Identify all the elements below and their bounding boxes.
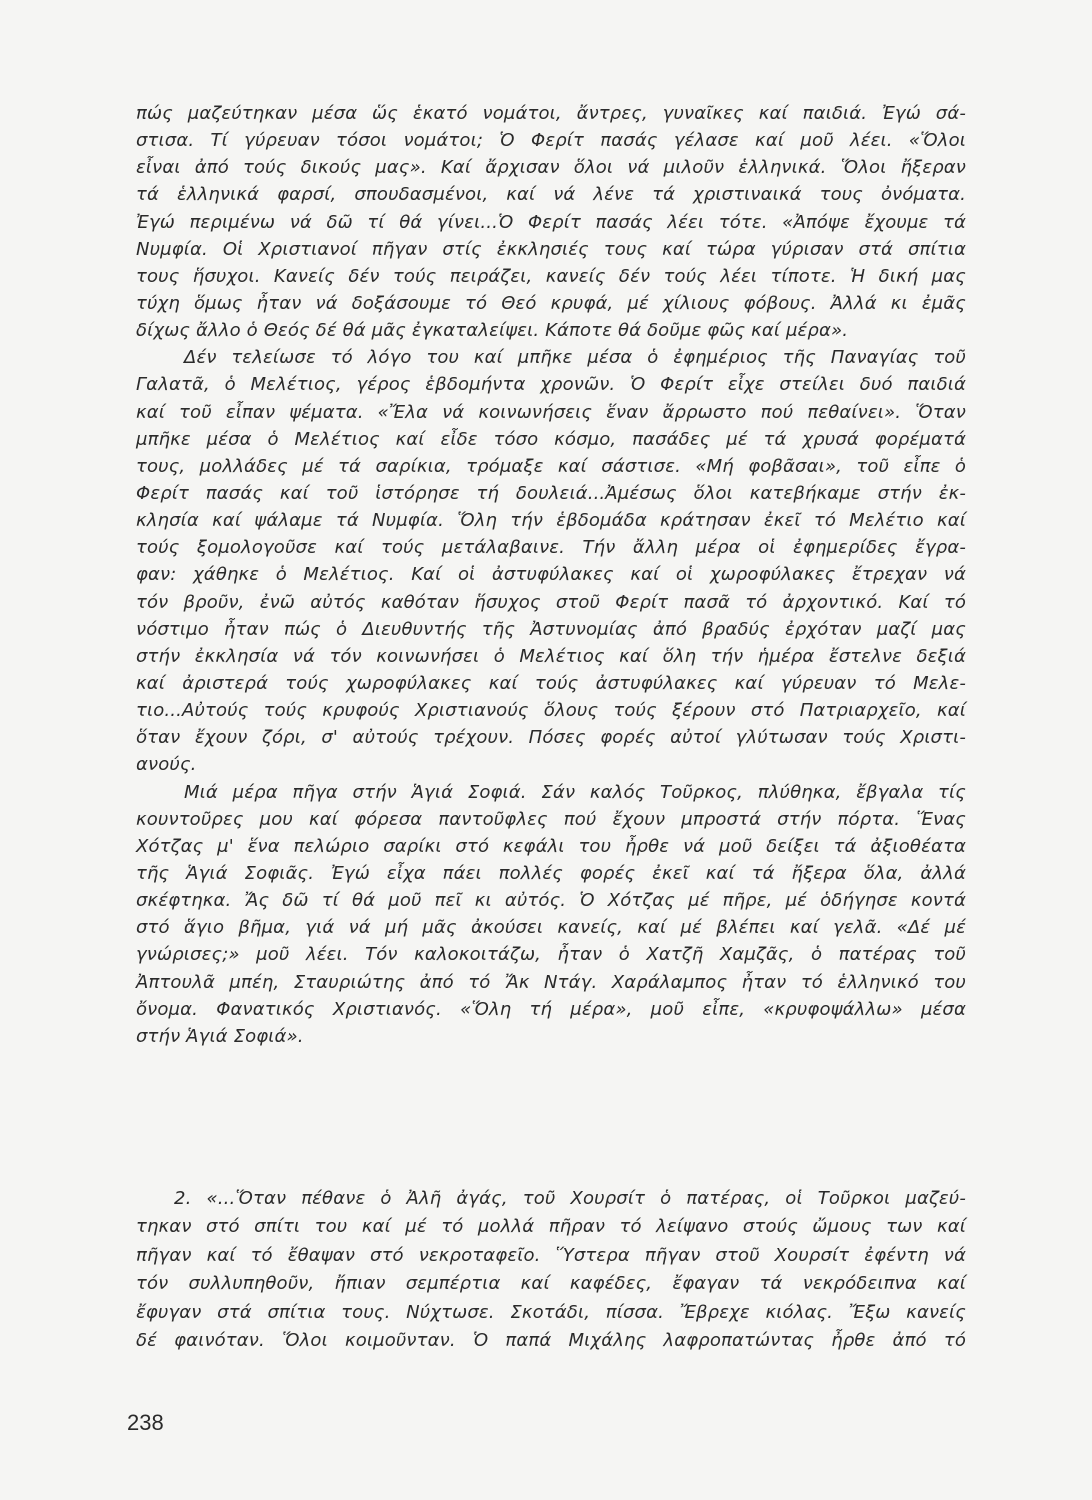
text-line: τηκαν στό σπίτι του καί μέ τό μολλά πῆραν τό λείψανο στούς ὤμους των καί (136, 1216, 966, 1238)
text-line: Νυμφία. Οἱ Χριστιανοί πῆγαν στίς ἐκκλησιές τους καί τώρα γύρισαν στά σπίτια (136, 238, 966, 260)
text-line: Ἐγώ περιμένω νά δῶ τί θά γίνει...Ὁ Φερίτ πασάς λέει τότε. «Ἀπόψε ἔχουμε τά (136, 211, 966, 233)
text-line: πῆγαν καί τό ἔθαψαν στό νεκροταφεῖο. Ὕστερα πῆγαν στοῦ Χουρσίτ ἐφέντη νά (136, 1244, 966, 1266)
text-line: καί ἀριστερά τούς χωροφύλακες καί τούς ἀστυφύλακες καί γύρευαν τό Μελε- (136, 672, 966, 694)
text-line: μπῆκε μέσα ὁ Μελέτιος καί εἶδε τόσο κόσμο, πασάδες μέ τά χρυσά φορέματά (136, 428, 966, 450)
text-line: Χότζας μ' ἕνα πελώριο σαρίκι στό κεφάλι του ἦρθε νά μοῦ δείξει τά ἀξιοθέατα (136, 835, 966, 857)
text-line: τους ἥσυχοι. Κανείς δέν τούς πειράζει, κανείς δέν τούς λέει τίποτε. Ἡ δική μας (136, 265, 966, 287)
page-number: 238 (127, 1410, 164, 1435)
text-line: ἔφυγαν στά σπίτια τους. Νύχτωσε. Σκοτάδι, πίσσα. Ἔβρεχε κιόλας. Ἔξω κανείς (136, 1301, 966, 1323)
text-line: καί τοῦ εἶπαν ψέματα. «Ἔλα νά κοινωνήσεις ἕναν ἄρρωστο πού πεθαίνει». Ὅταν (136, 401, 966, 423)
text-line: ὄνομα. Φανατικός Χριστιανός. «Ὅλη τή μέρα», μοῦ εἶπε, «κρυφοψάλλω» μέσα (136, 998, 966, 1020)
text-line: ὅταν ἔχουν ζόρι, σ' αὐτούς τρέχουν. Πόσες φορές αὐτοί γλύτωσαν τούς Χριστι- (136, 727, 966, 749)
text-line: Γαλατᾶ, ὁ Μελέτιος, γέρος ἑβδομήντα χρονῶν. Ὁ Φερίτ εἶχε στείλει δυό παιδιά (136, 374, 966, 396)
text-line: 2. «...Ὅταν πέθανε ὁ Ἀλῆ ἀγάς, τοῦ Χουρσίτ ὁ πατέρας, οἱ Τοῦρκοι μαζεύ- (174, 1188, 966, 1209)
text-line: νόστιμο ἦταν πώς ὁ Διευθυντής τῆς Ἀστυνομίας ἀπό βραδύς ἐρχόταν μαζί μας (136, 618, 966, 640)
text-line: δίχως ἄλλο ὁ Θεός δέ θά μᾶς ἐγκαταλείψει. Κάποτε θά δοῦμε φῶς καί μέρα». (136, 320, 849, 342)
text-line: στήν Ἁγιά Σοφιά». (136, 1025, 304, 1047)
text-line: στήν ἐκκλησία νά τόν κοινωνήσει ὁ Μελέτιος καί ὅλη τήν ἡμέρα ἔστελνε δεξιά (136, 645, 966, 667)
main-text-section (136, 100, 966, 1050)
text-line: κλησία καί ψάλαμε τά Νυμφία. Ὅλη τήν ἑβδομάδα κράτησαν ἐκεῖ τό Μελέτιο καί (136, 510, 966, 532)
text-line: πώς μαζεύτηκαν μέσα ὥς ἑκατό νομάτοι, ἄντρες, γυναῖκες καί παιδιά. Ἐγώ σά- (136, 103, 966, 124)
text-line: τους, μολλάδες μέ τά σαρίκια, τρόμαξε καί σάστισε. «Μή φοβᾶσαι», τοῦ εἶπε ὁ (136, 455, 966, 477)
text-line: στισα. Τί γύρευαν τόσοι νομάτοι; Ὁ Φερίτ πασάς γέλασε καί μοῦ λέει. «Ὅλοι (136, 130, 966, 152)
text-line: τῆς Ἁγιά Σοφιᾶς. Ἐγώ εἶχα πάει πολλές φορές ἐκεῖ καί τά ἤξερα ὅλα, ἀλλά (136, 862, 966, 884)
text-line: στό ἅγιο βῆμα, γιά νά μή μᾶς ἀκούσει κανείς, καί μέ βλέπει καί γελᾶ. «Δέ μέ (136, 917, 966, 939)
text-line: κουντοῦρες μου καί φόρεσα παντοῦφλες πού ἔχουν μπροστά στήν πόρτα. Ἕνας (136, 808, 966, 830)
text-line: Δέν τελείωσε τό λόγο του καί μπῆκε μέσα ὁ ἐφημέριος τῆς Παναγίας τοῦ (184, 347, 966, 369)
text-line: τόν συλλυπηθοῦν, ἤπιαν σεμπέρτια καί καφέδες, ἔφαγαν τά νεκρόδειπνα καί (136, 1273, 966, 1295)
text-line: τόν βροῦν, ἐνῶ αὐτός καθόταν ἥσυχος στοῦ Φερίτ πασᾶ τό ἀρχοντικό. Καί τό (136, 591, 966, 613)
text-line: ανούς. (136, 754, 197, 776)
text-line: Μιά μέρα πῆγα στήν Ἁγιά Σοφιά. Σάν καλός Τοῦρκος, πλύθηκα, ἔβγαλα τίς (184, 781, 966, 803)
text-line: τούς ξομολογοῦσε καί τούς μετάλαβαινε. Τήν ἄλλη μέρα οἱ ἐφημερίδες ἔγρα- (136, 537, 966, 559)
text-line: τιο...Αὐτούς τούς κρυφούς Χριστιανούς ὅλους τούς ξέρουν στό Πατριαρχεῖο, καί (136, 700, 966, 722)
text-line: τύχη ὅμως ἦταν νά δοξάσουμε τό Θεό κρυφά, μέ χίλιους φόβους. Ἀλλά κι ἐμᾶς (136, 292, 966, 314)
text-line: Φερίτ πασάς καί τοῦ ἱστόρησε τή δουλειά...Ἀμέσως ὅλοι κατεβήκαμε στήν ἐκ- (136, 482, 966, 504)
text-line: εἶναι ἀπό τούς δικούς μας». Καί ἄρχισαν ὅλοι νά μιλοῦν ἑλληνικά. Ὅλοι ἤξεραν (136, 157, 966, 179)
text-line: Ἀπτουλᾶ μπέη, Σταυριώτης ἀπό τό Ἄκ Ντάγ. Χαράλαμπος ἦταν τό ἑλληνικό του (136, 971, 966, 993)
footnote-section (136, 1185, 966, 1355)
text-line: γνώρισες;» μοῦ λέει. Τόν καλοκοιτάζω, ἦταν ὁ Χατζῆ Χαμζᾶς, ὁ πατέρας τοῦ (136, 944, 966, 966)
text-line: σκέφτηκα. Ἄς δῶ τί θά μοῦ πεῖ κι αὐτός. Ὁ Χότζας μέ πῆρε, μέ ὁδήγησε κοντά (136, 890, 966, 912)
text-line: τά ἑλληνικά φαρσί, σπουδασμένοι, καί νά λένε τά χριστιναικά τους ὀνόματα. (136, 184, 966, 206)
text-line: δέ φαινόταν. Ὅλοι κοιμοῦνταν. Ὁ παπά Μιχάλης λαφροπατώντας ἦρθε ἀπό τό (136, 1329, 966, 1351)
text-line: φαν: χάθηκε ὁ Μελέτιος. Καί οἱ ἀστυφύλακες καί οἱ χωροφύλακες ἔτρεχαν νά (136, 564, 966, 586)
